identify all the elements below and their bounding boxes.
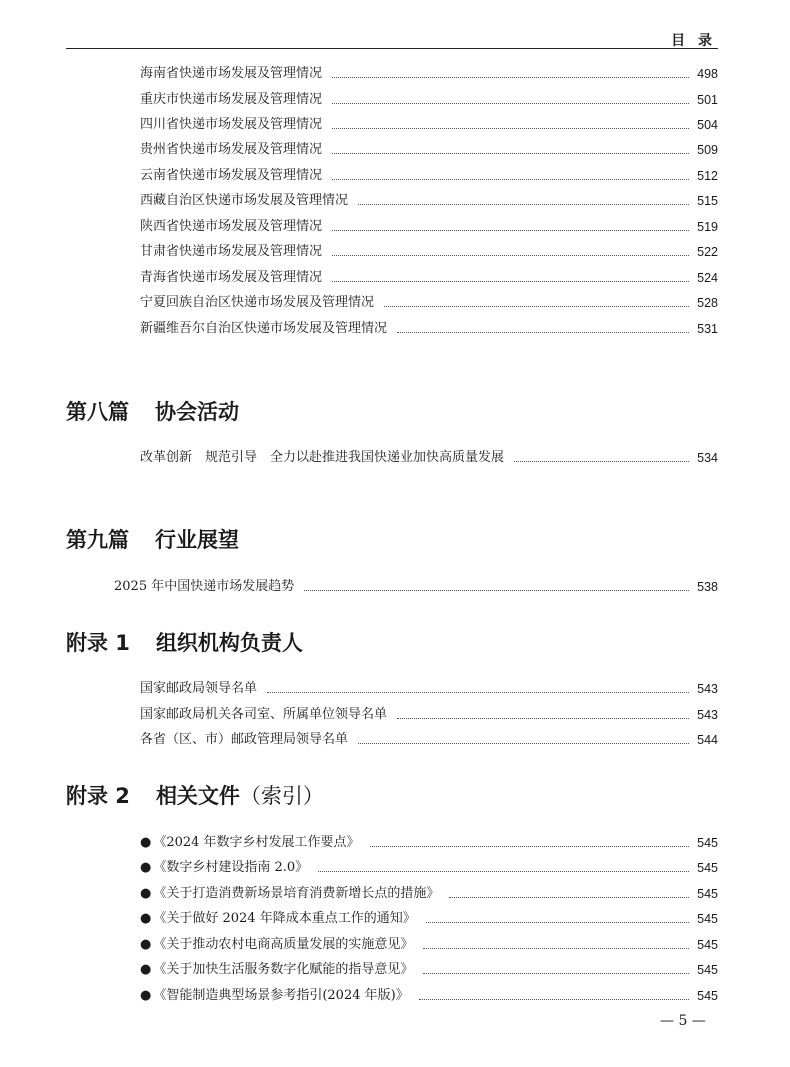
leader-dots: [384, 306, 689, 307]
running-header: [66, 30, 718, 49]
toc-entry[interactable]: 陕西省快递市场发展及管理情况 519: [140, 219, 718, 234]
leader-dots: [423, 973, 689, 974]
leader-dots: [370, 846, 690, 847]
toc-entry[interactable]: 新疆维吾尔自治区快递市场发展及管理情况 531: [140, 321, 718, 336]
leader-dots: [332, 128, 689, 129]
toc-entry[interactable]: 2025 年中国快递市场发展趋势 538: [114, 579, 718, 594]
leader-dots: [449, 897, 689, 898]
leader-dots: [426, 922, 689, 923]
section-heading-appendix1: 附录 1 组织机构负责人: [66, 631, 303, 655]
toc-entry[interactable]: 四川省快递市场发展及管理情况 504: [140, 117, 718, 132]
toc-entry[interactable]: 宁夏回族自治区快递市场发展及管理情况 528: [140, 295, 718, 310]
toc-entry[interactable]: ● 《关于加快生活服务数字化赋能的指导意见》 545: [140, 962, 718, 977]
toc-entry[interactable]: ● 《数字乡村建设指南 2.0》 545: [140, 860, 718, 875]
leader-dots: [397, 332, 689, 333]
leader-dots: [332, 179, 689, 180]
toc-entry[interactable]: ● 《关于做好 2024 年降成本重点工作的通知》 545: [140, 911, 718, 926]
bullet-icon: ●: [140, 962, 152, 977]
toc-entry[interactable]: 青海省快递市场发展及管理情况 524: [140, 270, 718, 285]
section-heading-part8: 第八篇 协会活动: [66, 400, 239, 424]
toc-entry[interactable]: 云南省快递市场发展及管理情况 512: [140, 168, 718, 183]
leader-dots: [358, 743, 689, 744]
leader-dots: [332, 230, 689, 231]
section-heading-appendix2: 附录 2 相关文件（索引）: [66, 784, 324, 808]
toc-entry[interactable]: 海南省快递市场发展及管理情况 498: [140, 66, 718, 81]
toc-entry[interactable]: ● 《关于打造消费新场景培育消费新增长点的措施》 545: [140, 886, 718, 901]
leader-dots: [332, 255, 689, 256]
leader-dots: [423, 948, 689, 949]
leader-dots: [332, 281, 689, 282]
leader-dots: [332, 153, 689, 154]
leader-dots: [332, 103, 689, 104]
toc-entry[interactable]: ● 《2024 年数字乡村发展工作要点》 545: [140, 835, 718, 850]
leader-dots: [304, 590, 689, 591]
leader-dots: [267, 692, 689, 693]
toc-entry[interactable]: 国家邮政局机关各司室、所属单位领导名单 543: [140, 707, 718, 722]
toc-entry[interactable]: 重庆市快递市场发展及管理情况 501: [140, 92, 718, 107]
leader-dots: [419, 999, 689, 1000]
bullet-icon: ●: [140, 835, 152, 850]
bullet-icon: ●: [140, 937, 152, 952]
toc-entry[interactable]: 甘肃省快递市场发展及管理情况 522: [140, 244, 718, 259]
leader-dots: [514, 461, 689, 462]
leader-dots: [332, 77, 689, 78]
section-heading-part9: 第九篇 行业展望: [66, 528, 239, 552]
toc-entry[interactable]: 国家邮政局领导名单 543: [140, 681, 718, 696]
header-title: 目 录: [671, 33, 716, 49]
bullet-icon: ●: [140, 988, 152, 1003]
leader-dots: [358, 204, 689, 205]
toc-entry[interactable]: ● 《智能制造典型场景参考指引(2024 年版)》 545: [140, 988, 718, 1003]
page-number: — 5 —: [660, 1013, 706, 1029]
toc-entry[interactable]: 改革创新 规范引导 全力以赴推进我国快递业加快高质量发展 534: [140, 450, 718, 465]
toc-entry[interactable]: 贵州省快递市场发展及管理情况 509: [140, 142, 718, 157]
leader-dots: [397, 718, 689, 719]
toc-entry[interactable]: ● 《关于推动农村电商高质量发展的实施意见》 545: [140, 937, 718, 952]
toc-entry[interactable]: 西藏自治区快递市场发展及管理情况 515: [140, 193, 718, 208]
leader-dots: [318, 871, 689, 872]
toc-entry[interactable]: 各省（区、市）邮政管理局领导名单 544: [140, 732, 718, 747]
bullet-icon: ●: [140, 911, 152, 926]
bullet-icon: ●: [140, 886, 152, 901]
bullet-icon: ●: [140, 860, 152, 875]
